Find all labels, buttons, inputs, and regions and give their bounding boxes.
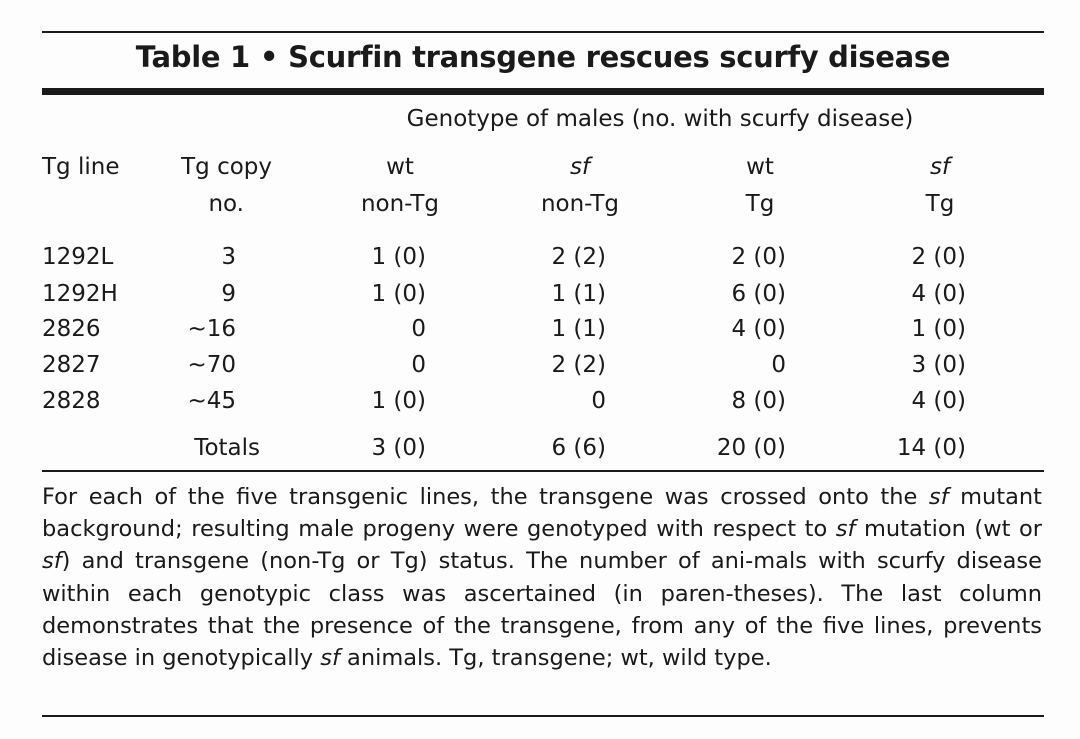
row-5-copy: ~45: [187, 388, 236, 414]
table-title-label: Table 1: [135, 40, 250, 74]
row-5-wt-tg: 8 (0): [731, 388, 786, 414]
row-3-copy: ~16: [187, 316, 236, 342]
caption-italic-4: sf: [320, 645, 340, 672]
header-col3-genotype: wt: [746, 154, 774, 180]
caption-text-3: mutation (wt or: [855, 516, 1042, 543]
table-bottom-rule: [42, 470, 1044, 472]
caption-bottom-rule: [42, 715, 1044, 717]
row-3-wt-tg: 4 (0): [731, 316, 786, 342]
row-2-wt-tg: 6 (0): [731, 281, 786, 307]
row-1-wt-nontg: 1 (0): [371, 244, 426, 270]
row-5-line: 2828: [42, 388, 101, 414]
row-4-wt-tg: 0: [771, 352, 786, 378]
row-2-line: 1292H: [42, 281, 118, 307]
row-3-sf-nontg: 1 (1): [551, 316, 606, 342]
title-thick-rule: [42, 88, 1044, 95]
caption-italic-2: sf: [835, 516, 856, 543]
caption-italic-3: sf: [42, 548, 62, 575]
totals-sf-tg: 14 (0): [896, 435, 966, 461]
row-2-copy: 9: [221, 281, 236, 307]
row-1-wt-tg: 2 (0): [731, 244, 786, 270]
header-col4-status: Tg: [925, 191, 955, 217]
table-caption: [42, 481, 1042, 674]
row-5-wt-nontg: 1 (0): [371, 388, 426, 414]
caption-text-2: mutant background; resulting male progeny were genotyped with respect to: [42, 484, 1042, 543]
caption-text-4: ) and transgene (non-Tg or Tg) status. The number of ani-mals with scurfy disease within each genotypic class was ascertained (in paren-theses). The last column demonstrates that the presence of the transgene, from any of the five lines, prevents disease in genotypically: [42, 548, 1042, 672]
header-col4-genotype: sf: [929, 154, 951, 180]
row-1-line: 1292L: [42, 244, 114, 270]
row-4-sf-nontg: 2 (2): [551, 352, 606, 378]
header-col1-genotype: wt: [386, 154, 414, 180]
header-tg-copy: Tg copy: [181, 154, 272, 180]
header-col1-status: non-Tg: [360, 191, 440, 217]
genotype-spanner-header: Genotype of males (no. with scurfy disease): [406, 106, 914, 132]
title-bullet: •: [259, 40, 279, 74]
top-rule: [42, 31, 1044, 33]
header-col3-status: Tg: [745, 191, 775, 217]
row-1-sf-nontg: 2 (2): [551, 244, 606, 270]
caption-italic-1: sf: [928, 484, 949, 510]
table-title-text: Scurfin transgene rescues scurfy disease: [288, 40, 951, 74]
totals-label: Totals: [194, 435, 260, 461]
row-2-wt-nontg: 1 (0): [371, 281, 426, 307]
row-1-sf-tg: 2 (0): [911, 244, 966, 270]
totals-wt-nontg: 3 (0): [371, 435, 426, 461]
header-tg-line: Tg line: [42, 154, 120, 180]
row-4-wt-nontg: 0: [411, 352, 426, 378]
table-title: [42, 36, 1044, 78]
header-col2-status: non-Tg: [540, 191, 620, 217]
row-5-sf-nontg: 0: [591, 388, 606, 414]
row-4-sf-tg: 3 (0): [911, 352, 966, 378]
row-4-line: 2827: [42, 352, 101, 378]
caption-text-1: For each of the five transgenic lines, the transgene was crossed onto the: [42, 484, 929, 510]
row-3-wt-nontg: 0: [411, 316, 426, 342]
caption-text-5: animals. Tg, transgene; wt, wild type.: [339, 645, 772, 672]
header-tg-copy-no: no.: [208, 191, 244, 217]
totals-sf-nontg: 6 (6): [551, 435, 606, 461]
header-col2-genotype: sf: [569, 154, 591, 180]
row-1-copy: 3: [221, 244, 236, 270]
row-2-sf-tg: 4 (0): [911, 281, 966, 307]
row-4-copy: ~70: [187, 352, 236, 378]
row-5-sf-tg: 4 (0): [911, 388, 966, 414]
totals-wt-tg: 20 (0): [716, 435, 786, 461]
row-2-sf-nontg: 1 (1): [551, 281, 606, 307]
row-3-line: 2826: [42, 316, 101, 342]
row-3-sf-tg: 1 (0): [911, 316, 966, 342]
